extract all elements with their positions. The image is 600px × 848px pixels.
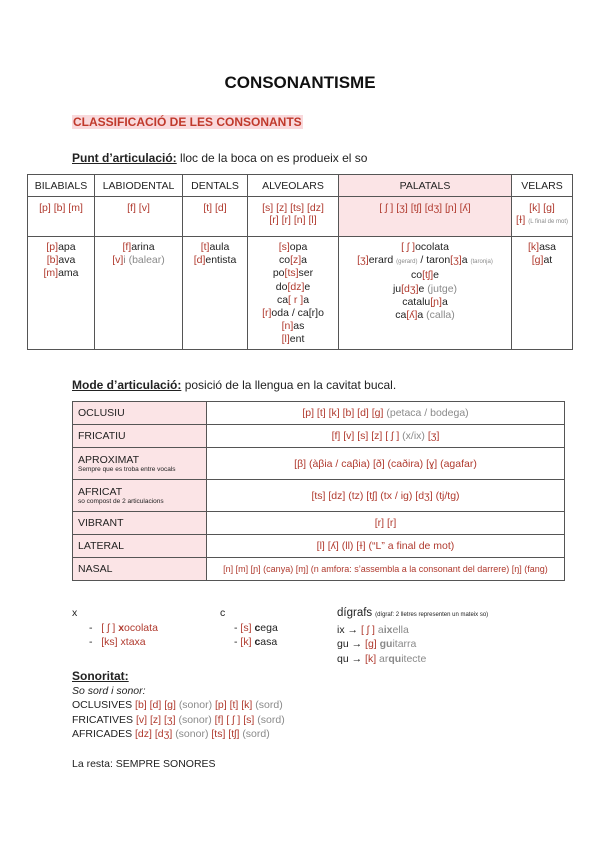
mode-heading — [72, 378, 396, 392]
mode-desc: posició de la llengua en la cavitat bucal. — [184, 378, 397, 392]
mode-vibrant-value: [r] [r] — [207, 512, 565, 535]
section-subtitle: CLASSIFICACIÓ DE LES CONSONANTS — [73, 115, 302, 129]
sonoritat-head: Sonoritat: — [72, 669, 129, 683]
mode-oclusiu-value: [p] [t] [k] [b] [d] [g] (petaca / bodega) — [207, 402, 565, 425]
digrafs-section — [337, 606, 488, 666]
punt-heading — [72, 151, 367, 165]
header-alveolars: ALVEOLARS — [248, 175, 339, 197]
mode-fricatiu-value: [f] [v] [s] [z] [ ʃ ] (x/ix) [ʒ] — [207, 425, 565, 448]
c-head: c — [220, 607, 226, 619]
mode-africat: AFRICAT so compost de 2 articulacions — [73, 480, 207, 512]
header-labiodental: LABIODENTAL — [95, 175, 183, 197]
mode-fricatiu: FRICATIU — [73, 425, 207, 448]
alveolars-line-1: [s] [z] [ts] [dz] — [262, 202, 324, 214]
mode-aproximat: APROXIMAT Sempre que es troba entre vocals — [73, 448, 207, 480]
phonemes-labiodental: [f] [v] — [95, 197, 183, 237]
mode-nasal-value: [n] [m] [ɲ] (canya) [ɱ] (n amfora: s’assembla a la consonant del darrere) [ŋ] (fang) — [207, 558, 565, 581]
mode-nasal: NASAL — [73, 558, 207, 581]
phonemes-bilabials: [p] [b] [m] — [28, 197, 95, 237]
phonemes-dentals: [t] [d] — [183, 197, 248, 237]
sonoritat-line: FRICATIVES [v] [z] [ʒ] (sonor) [f] [ ʃ ] [s] (sord) — [72, 713, 285, 726]
phonemes-alveolars — [248, 197, 339, 237]
punt-desc: lloc de la boca on es produeix el so — [180, 151, 368, 165]
x-item: - [ ʃ ] xocolata — [89, 621, 158, 634]
mode-oclusiu: OCLUSIU — [73, 402, 207, 425]
mode-vibrant: VIBRANT — [73, 512, 207, 535]
examples-dentals: [t]aula [d]entista — [183, 237, 248, 350]
digraf-item: qu → [k] arquitecte — [337, 652, 427, 665]
sonoritat-sub: So sord i sonor: — [72, 684, 146, 697]
page-title: CONSONANTISME — [224, 73, 376, 92]
mode-lateral-value: [l] [ʎ] (ll) [ɫ] (“L” a final de mot) — [207, 535, 565, 558]
examples-velars: [k]asa [g]at — [512, 237, 573, 350]
c-item: - [k] casa — [234, 636, 278, 648]
digraf-item: ix → [ ʃ ] aixella — [337, 623, 409, 636]
mode-table — [72, 401, 565, 581]
header-bilabials: BILABIALS — [28, 175, 95, 197]
phonemes-palatals: [ ʃ ] [ʒ] [tʃ] [dʒ] [ɲ] [ʎ] — [339, 197, 512, 237]
examples-palatals: [ ʃ ]ocolata [ʒ]erard (gerard) / taron[ʒ]a (taronja) co[tʃ]e ju[dʒ]e (jutge) catalu[ɲ]a ca[ʎ]a (calla) — [339, 237, 512, 350]
header-dentals: DENTALS — [183, 175, 248, 197]
sonoritat-rest: La resta: SEMPRE SONORES — [72, 758, 216, 770]
header-velars: VELARS — [512, 175, 573, 197]
x-head: x — [72, 607, 78, 619]
examples-bilabials: [p]apa [b]ava [m]ama — [28, 237, 95, 350]
velars-line-1: [k] [g] — [529, 202, 555, 214]
sonoritat-line: AFRICADES [dz] [dʒ] (sonor) [ts] [tʃ] (sord) — [72, 728, 270, 740]
punt-label: Punt d’articulació: — [72, 151, 177, 165]
x-section — [72, 606, 158, 650]
sonoritat-line: OCLUSIVES [b] [d] [g] (sonor) [p] [t] [k] (sord) — [72, 699, 283, 711]
alveolars-line-2: [r] [r] [n] [l] — [269, 214, 317, 226]
mode-aproximat-value: [β] (àβia / caβia) [ð] (caðira) [ɣ] (agafar) — [207, 448, 565, 480]
header-palatals: PALATALS — [339, 175, 512, 197]
phonemes-velars — [512, 197, 573, 237]
place-table — [27, 174, 573, 350]
c-section — [220, 606, 278, 650]
sonoritat-section — [72, 669, 285, 742]
c-item: - [s] cega — [234, 621, 278, 634]
mode-africat-value: [ts] [dz] (tz) [tʃ] (tx / ig) [dʒ] (tj/tg) — [207, 480, 565, 512]
digraf-item: gu → [g] guitarra — [337, 638, 417, 650]
examples-alveolars: [s]opa co[z]a po[ts]ser do[dz]e ca[ r ]a [r]oda / ca[r]o [n]as [l]ent — [248, 237, 339, 350]
velars-line-2: [ɫ] (L final de mot) — [516, 214, 568, 226]
digrafs-head: dígrafs (dígraf: 2 lletres representen un mateix so) — [337, 607, 489, 619]
examples-labiodental: [f]arina [v]i (balear) — [95, 237, 183, 350]
mode-lateral: LATERAL — [73, 535, 207, 558]
mode-label: Mode d’articulació: — [72, 378, 182, 392]
x-item: - [ks] xtaxa — [89, 636, 146, 648]
